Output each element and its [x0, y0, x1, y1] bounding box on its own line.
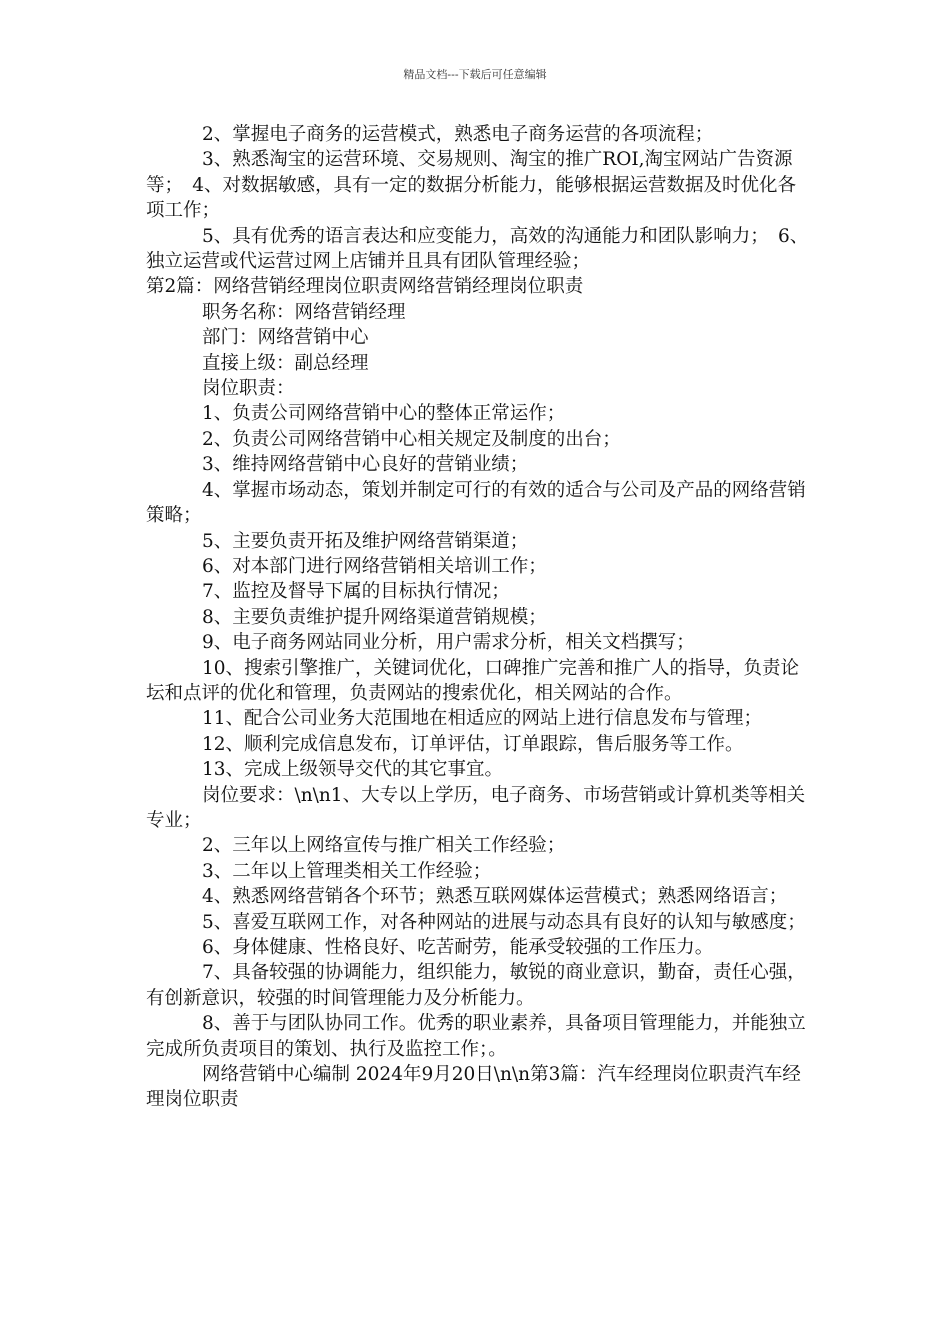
paragraph: 网络营销中心编制 2024年9月20日\n\n第3篇：汽车经理岗位职责汽车经理岗位职责 [146, 1064, 801, 1111]
paragraph: 6、对本部门进行网络营销相关培训工作； [202, 555, 547, 577]
paragraph: 8、主要负责维护提升网络渠道营销规模； [202, 606, 547, 628]
paragraph: 直接上级：副总经理 [202, 352, 369, 374]
paragraph: 11、配合公司业务大范围地在相适应的网站上进行信息发布与管理； [202, 708, 763, 730]
paragraph: 9、电子商务网站同业分析，用户需求分析，相关文档撰写； [202, 632, 695, 654]
paragraph: 部门：网络营销中心 [202, 327, 369, 349]
paragraph: 5、具有优秀的语言表达和应变能力，高效的沟通能力和团队影响力； 6、独立运营或代运营过网上店铺并且具有团队管理经验； [146, 225, 809, 273]
paragraph: 7、具备较强的协调能力，组织能力，敏锐的商业意识，勤奋，责任心强，有创新意识，较强的时间管理能力及分析能力。 [146, 962, 806, 1009]
paragraph: 2、三年以上网络宣传与推广相关工作经验； [202, 835, 566, 857]
paragraph: 10、搜索引擎推广，关键词优化，口碑推广完善和推广人的指导，负责论坛和点评的优化和管理，负责网站的搜索优化，相关网站的合作。 [146, 657, 800, 704]
document-body [146, 122, 812, 1113]
paragraph: 2、负责公司网络营销中心相关规定及制度的出台； [202, 428, 621, 450]
paragraph: 1、负责公司网络营销中心的整体正常运作； [202, 403, 566, 425]
paragraph: 12、顺利完成信息发布，订单评估，订单跟踪，售后服务等工作。 [202, 733, 744, 755]
paragraph: 第2篇：网络营销经理岗位职责网络营销经理岗位职责 [146, 276, 584, 298]
paragraph: 7、监控及督导下属的目标执行情况； [202, 581, 510, 603]
paragraph: 6、身体健康、性格良好、吃苦耐劳，能承受较强的工作压力。 [202, 937, 714, 958]
paragraph: 3、二年以上管理类相关工作经验； [202, 860, 492, 882]
paragraph: 岗位职责： [202, 378, 295, 400]
paragraph: 3、熟悉淘宝的运营环境、交易规则、淘宝的推广ROI,淘宝网站广告资源等； 4、对数据敏感，具有一定的数据分析能力，能够根据运营数据及时优化各项工作； [146, 149, 797, 222]
paragraph: 职务名称：网络营销经理 [202, 301, 406, 323]
paragraph: 13、完成上级领导交代的其它事宜。 [202, 759, 504, 781]
page-header: 精品文档---下载后可任意编辑 [403, 68, 547, 81]
paragraph: 岗位要求：\n\n1、大专以上学历，电子商务、市场营销或计算机类等相关专业； [146, 784, 806, 831]
paragraph: 2、掌握电子商务的运营模式，熟悉电子商务运营的各项流程； [202, 124, 714, 145]
paragraph: 8、善于与团队协同工作。优秀的职业素养，具备项目管理能力，并能独立完成所负责项目的策划、执行及监控工作；。 [146, 1013, 806, 1060]
paragraph: 4、掌握市场动态，策划并制定可行的有效的适合与公司及产品的网络营销策略； [146, 479, 806, 527]
paragraph: 3、维持网络营销中心良好的营销业绩； [202, 454, 529, 476]
paragraph: 4、熟悉网络营销各个环节；熟悉互联网媒体运营模式；熟悉网络语言； [202, 886, 788, 908]
paragraph: 5、喜爱互联网工作，对各种网站的进展与动态具有良好的认知与敏感度； [202, 911, 806, 933]
paragraph: 5、主要负责开拓及维护网络营销渠道； [202, 530, 529, 552]
